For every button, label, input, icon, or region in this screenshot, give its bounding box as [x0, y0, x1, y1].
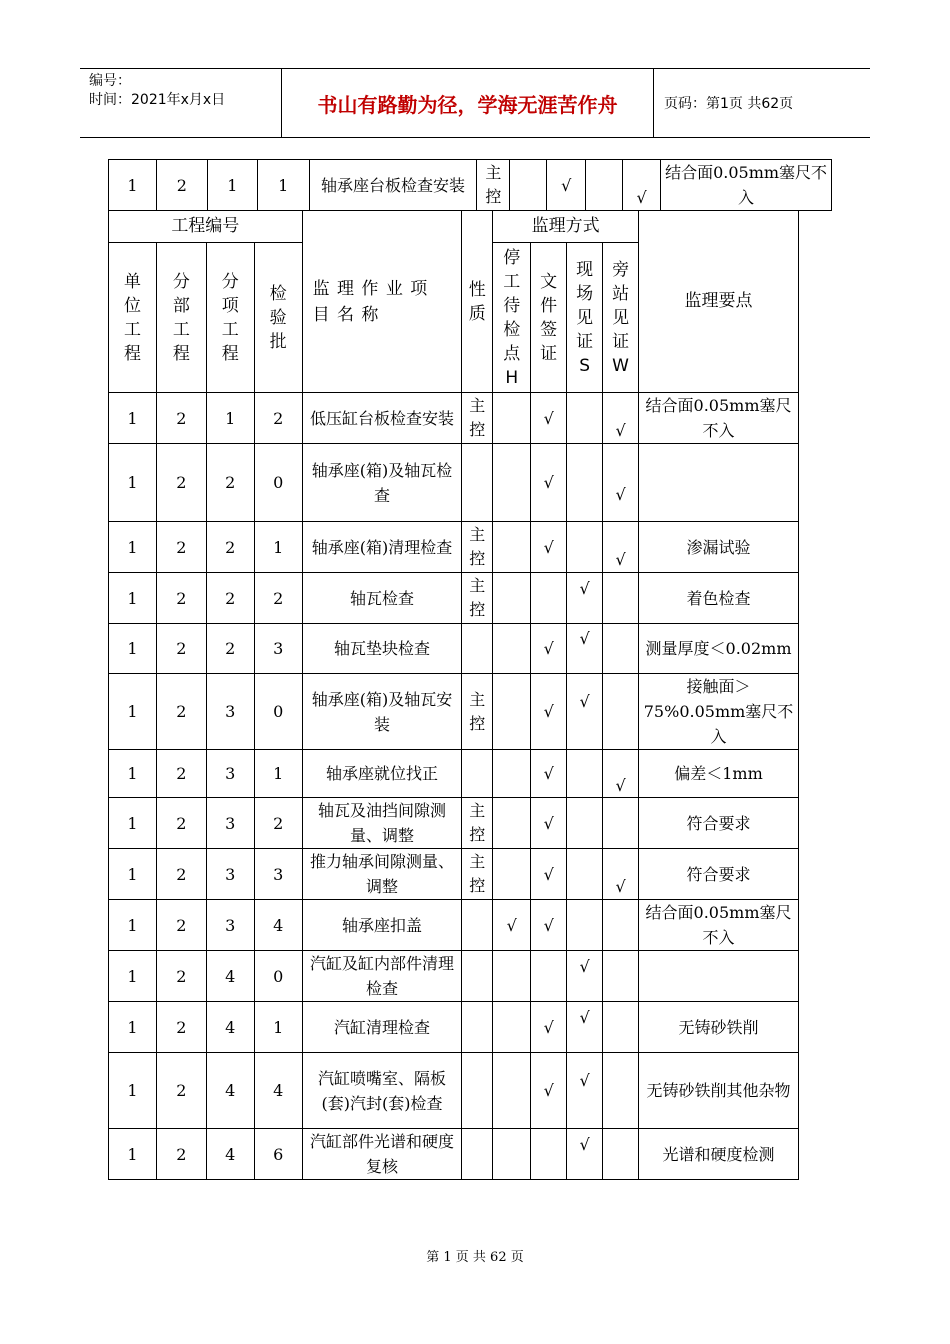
cell-w — [603, 1002, 639, 1053]
cell-part: 2 — [156, 1002, 206, 1053]
cell-nature — [462, 951, 493, 1002]
cell-batch: 2 — [254, 393, 302, 444]
cell-h — [493, 1053, 531, 1129]
col-header-unit: 单位工程 — [109, 243, 157, 393]
cell-item: 4 — [206, 1053, 254, 1129]
cell-w: √ — [603, 444, 639, 522]
cell-item: 2 — [206, 624, 254, 674]
cell-points: 符合要求 — [639, 798, 799, 849]
cell-project: 轴承座台板检查安装 — [309, 160, 477, 211]
cell-part: 2 — [156, 522, 206, 573]
cell-batch: 6 — [254, 1129, 302, 1180]
cell-project: 轴承座(箱)清理检查 — [302, 522, 462, 573]
cell-part: 2 — [156, 1053, 206, 1129]
cell-h — [493, 573, 531, 624]
cell-points — [639, 951, 799, 1002]
cell-nature: 主控 — [462, 573, 493, 624]
cell-project: 低压缸台板检查安装 — [302, 393, 462, 444]
cell-project: 汽缸清理检查 — [302, 1002, 462, 1053]
cell-part: 2 — [156, 849, 206, 900]
cell-doc: √ — [531, 624, 567, 674]
group-header-code: 工程编号 — [109, 211, 303, 243]
cell-item: 3 — [206, 798, 254, 849]
cell-w: √ — [603, 750, 639, 798]
cell-w: √ — [623, 160, 661, 211]
cell-w: √ — [603, 522, 639, 573]
table-row — [109, 1053, 799, 1129]
cell-batch: 2 — [254, 798, 302, 849]
cell-project: 轴瓦垫块检查 — [302, 624, 462, 674]
cell-project: 汽缸及缸内部件清理检查 — [302, 951, 462, 1002]
page-footer: 第 1 页 共 62 页 — [426, 1250, 524, 1265]
table-row — [109, 393, 799, 444]
col-header-s: 现场见证S — [567, 243, 603, 393]
cell-nature — [462, 900, 493, 951]
cell-item: 4 — [206, 1129, 254, 1180]
code-label: 编号： — [89, 73, 131, 89]
col-header-project: 监 理 作 业 项 目 名 称 — [302, 211, 462, 393]
cell-part: 2 — [156, 951, 206, 1002]
cell-h — [493, 393, 531, 444]
cell-doc: √ — [531, 674, 567, 750]
cell-points: 无铸砂铁削 — [639, 1002, 799, 1053]
cell-points: 符合要求 — [639, 849, 799, 900]
cell-item: 3 — [206, 849, 254, 900]
cell-unit: 1 — [109, 849, 157, 900]
group-header-method: 监理方式 — [493, 211, 639, 243]
cell-nature: 主控 — [462, 849, 493, 900]
top-row-table — [108, 159, 832, 211]
cell-batch: 3 — [254, 624, 302, 674]
cell-part: 2 — [156, 900, 206, 951]
cell-doc: √ — [531, 444, 567, 522]
cell-batch: 1 — [254, 1002, 302, 1053]
col-header-doc: 文件签证 — [531, 243, 567, 393]
cell-w — [603, 798, 639, 849]
cell-doc: √ — [531, 900, 567, 951]
cell-item: 3 — [206, 674, 254, 750]
cell-unit: 1 — [109, 573, 157, 624]
cell-nature — [462, 1129, 493, 1180]
cell-part: 2 — [156, 624, 206, 674]
page-header — [80, 68, 870, 138]
cell-item: 3 — [206, 900, 254, 951]
cell-points: 接触面＞75%0.05mm塞尺不入 — [639, 674, 799, 750]
cell-h — [510, 160, 547, 211]
cell-s: √ — [567, 573, 603, 624]
cell-doc: √ — [531, 1053, 567, 1129]
cell-nature — [462, 444, 493, 522]
cell-nature — [462, 1002, 493, 1053]
cell-item: 4 — [206, 951, 254, 1002]
table-row — [109, 444, 799, 522]
cell-doc — [531, 951, 567, 1002]
cell-s — [567, 444, 603, 522]
cell-points: 偏差＜1mm — [639, 750, 799, 798]
cell-project: 轴承座扣盖 — [302, 900, 462, 951]
cell-doc: √ — [531, 750, 567, 798]
cell-unit: 1 — [109, 798, 157, 849]
cell-s — [567, 393, 603, 444]
cell-doc: √ — [531, 522, 567, 573]
cell-nature: 主控 — [462, 522, 493, 573]
cell-h — [493, 1002, 531, 1053]
header-meta — [80, 69, 281, 137]
table-row — [109, 849, 799, 900]
cell-part: 2 — [156, 444, 206, 522]
cell-doc: √ — [531, 798, 567, 849]
cell-project: 汽缸喷嘴室、隔板(套)汽封(套)检查 — [302, 1053, 462, 1129]
cell-project: 轴承座(箱)及轴瓦检查 — [302, 444, 462, 522]
cell-project: 推力轴承间隙测量、调整 — [302, 849, 462, 900]
cell-h — [493, 849, 531, 900]
cell-nature: 主控 — [462, 674, 493, 750]
cell-unit: 1 — [109, 951, 157, 1002]
cell-s — [567, 522, 603, 573]
cell-part: 2 — [156, 674, 206, 750]
table-row — [109, 900, 799, 951]
cell-h — [493, 522, 531, 573]
cell-unit: 1 — [109, 1002, 157, 1053]
col-header-nature: 性质 — [462, 211, 493, 393]
cell-item: 2 — [206, 444, 254, 522]
cell-w — [603, 674, 639, 750]
cell-s: √ — [567, 674, 603, 750]
cell-item: 2 — [206, 522, 254, 573]
cell-batch: 0 — [254, 951, 302, 1002]
cell-points: 测量厚度＜0.02mm — [639, 624, 799, 674]
cell-unit: 1 — [109, 900, 157, 951]
table-row — [109, 951, 799, 1002]
cell-nature: 主控 — [462, 798, 493, 849]
cell-w — [603, 573, 639, 624]
cell-item: 4 — [206, 1002, 254, 1053]
cell-project: 汽缸部件光谱和硬度复核 — [302, 1129, 462, 1180]
cell-points: 结合面0.05mm塞尺不入 — [639, 900, 799, 951]
cell-part: 2 — [156, 573, 206, 624]
table-row — [109, 674, 799, 750]
cell-unit: 1 — [109, 393, 157, 444]
cell-s: √ — [567, 1053, 603, 1129]
cell-nature — [462, 624, 493, 674]
cell-batch: 0 — [254, 444, 302, 522]
cell-project: 轴承座(箱)及轴瓦安装 — [302, 674, 462, 750]
cell-nature — [462, 750, 493, 798]
col-header-w: 旁站见证W — [603, 243, 639, 393]
cell-doc: √ — [531, 1002, 567, 1053]
cell-w — [603, 1129, 639, 1180]
cell-batch: 4 — [254, 900, 302, 951]
cell-item: 1 — [207, 160, 257, 211]
cell-batch: 2 — [254, 573, 302, 624]
cell-item: 2 — [206, 573, 254, 624]
table-row — [109, 1002, 799, 1053]
cell-batch: 3 — [254, 849, 302, 900]
cell-s — [567, 900, 603, 951]
cell-w — [603, 951, 639, 1002]
cell-part: 2 — [156, 160, 207, 211]
cell-w — [603, 900, 639, 951]
cell-points: 渗漏试验 — [639, 522, 799, 573]
cell-batch: 1 — [254, 522, 302, 573]
cell-h — [493, 444, 531, 522]
cell-unit: 1 — [109, 522, 157, 573]
table-row — [109, 750, 799, 798]
cell-h — [493, 798, 531, 849]
cell-points: 无铸砂铁削其他杂物 — [639, 1053, 799, 1129]
table-row — [109, 522, 799, 573]
header-page-info: 页码：第1页 共62页 — [664, 96, 794, 112]
table-row — [109, 624, 799, 674]
cell-s: √ — [567, 1002, 603, 1053]
cell-s — [586, 160, 623, 211]
cell-doc: √ — [547, 160, 586, 211]
supervision-table — [108, 210, 799, 1180]
table-row — [109, 160, 832, 211]
cell-h: √ — [493, 900, 531, 951]
cell-unit: 1 — [109, 750, 157, 798]
cell-unit: 1 — [109, 160, 157, 211]
cell-points — [639, 444, 799, 522]
cell-batch: 0 — [254, 674, 302, 750]
cell-points: 光谱和硬度检测 — [639, 1129, 799, 1180]
header-row — [109, 211, 799, 243]
col-header-points: 监理要点 — [639, 211, 799, 393]
cell-doc: √ — [531, 849, 567, 900]
cell-w — [603, 1053, 639, 1129]
cell-nature: 主控 — [477, 160, 510, 211]
cell-nature: 主控 — [462, 393, 493, 444]
cell-unit: 1 — [109, 1129, 157, 1180]
cell-h — [493, 1129, 531, 1180]
cell-w: √ — [603, 849, 639, 900]
cell-unit: 1 — [109, 1053, 157, 1129]
cell-doc — [531, 1129, 567, 1180]
cell-project: 轴瓦检查 — [302, 573, 462, 624]
cell-batch: 1 — [254, 750, 302, 798]
col-header-batch: 检验批 — [254, 243, 302, 393]
cell-unit: 1 — [109, 444, 157, 522]
cell-unit: 1 — [109, 624, 157, 674]
cell-part: 2 — [156, 393, 206, 444]
cell-part: 2 — [156, 1129, 206, 1180]
cell-h — [493, 951, 531, 1002]
cell-s — [567, 798, 603, 849]
cell-item: 1 — [206, 393, 254, 444]
cell-s: √ — [567, 1129, 603, 1180]
col-header-part: 分部工程 — [156, 243, 206, 393]
table-row — [109, 573, 799, 624]
cell-part: 2 — [156, 798, 206, 849]
cell-doc — [531, 573, 567, 624]
cell-points: 结合面0.05mm塞尺不入 — [639, 393, 799, 444]
cell-h — [493, 750, 531, 798]
cell-project: 轴承座就位找正 — [302, 750, 462, 798]
cell-s: √ — [567, 951, 603, 1002]
cell-batch: 4 — [254, 1053, 302, 1129]
cell-points: 结合面0.05mm塞尺不入 — [661, 160, 832, 211]
cell-s: √ — [567, 624, 603, 674]
cell-w — [603, 624, 639, 674]
col-header-h: 停工待检点H — [493, 243, 531, 393]
cell-s — [567, 750, 603, 798]
cell-doc: √ — [531, 393, 567, 444]
cell-nature — [462, 1053, 493, 1129]
cell-part: 2 — [156, 750, 206, 798]
time-label: 时间：2021年x月x日 — [89, 92, 226, 108]
table-row — [109, 798, 799, 849]
cell-h — [493, 624, 531, 674]
cell-points: 着色检查 — [639, 573, 799, 624]
cell-unit: 1 — [109, 674, 157, 750]
cell-s — [567, 849, 603, 900]
cell-h — [493, 674, 531, 750]
col-header-item: 分项工程 — [206, 243, 254, 393]
table-row — [109, 1129, 799, 1180]
cell-w: √ — [603, 393, 639, 444]
cell-item: 3 — [206, 750, 254, 798]
header-motto: 书山有路勤为径，学海无涯苦作舟 — [281, 69, 654, 137]
cell-project: 轴瓦及油挡间隙测量、调整 — [302, 798, 462, 849]
cell-batch: 1 — [257, 160, 309, 211]
